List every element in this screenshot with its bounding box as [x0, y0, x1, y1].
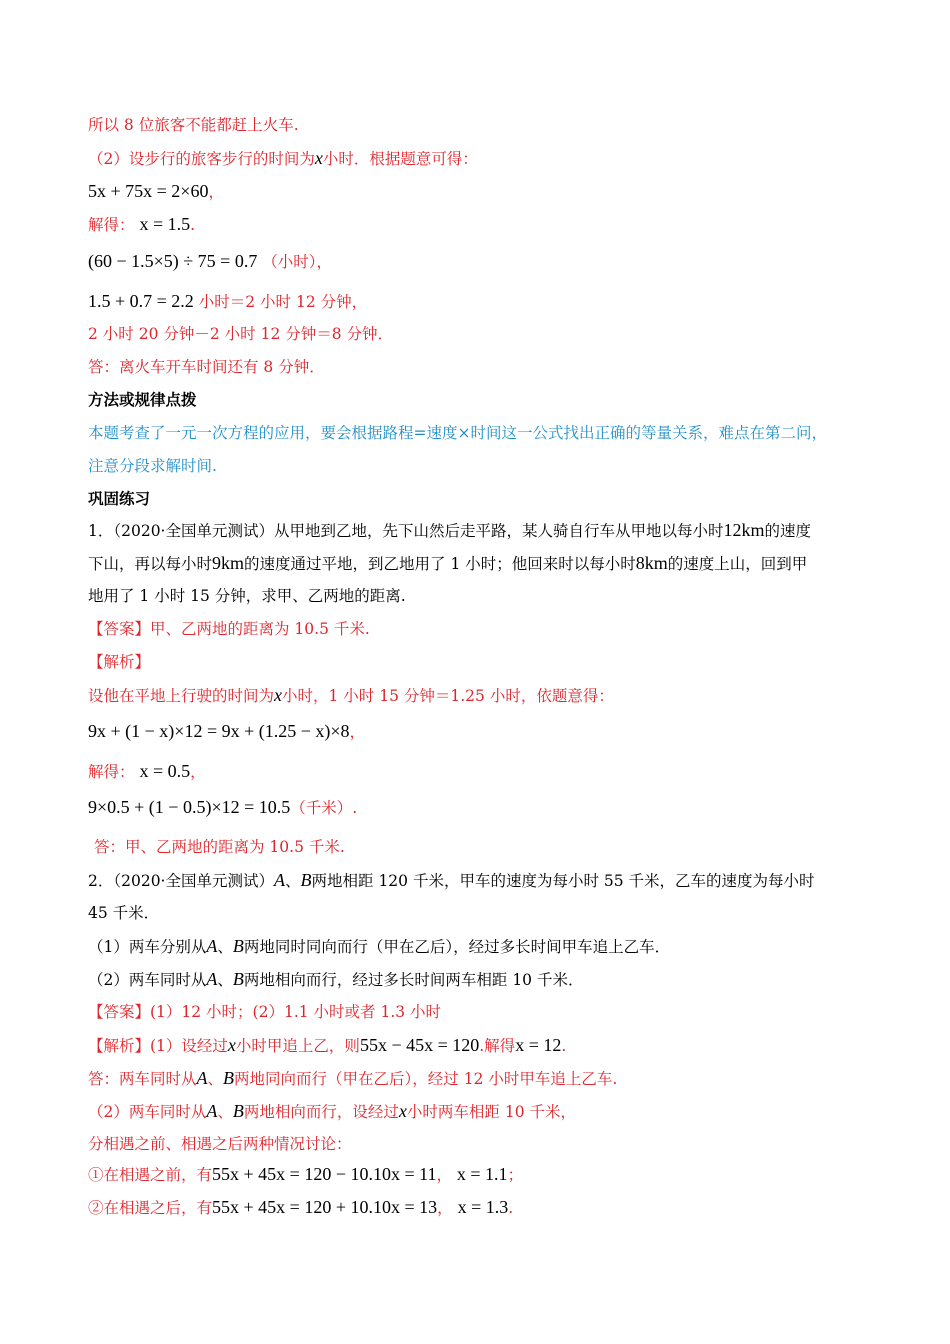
method-heading: 方法或规律点拨 — [88, 390, 197, 409]
practice-heading: 巩固练习 — [88, 489, 151, 508]
conclusion-line: 所以 8 位旅客不能都赶上火车. — [88, 116, 299, 134]
question-1-line-3: 地用了 1 小时 15 分钟，求甲、乙两地的距离. — [88, 587, 406, 605]
analysis-label-1: 【解析】 — [88, 653, 151, 671]
equation-6: 55x − 45x = 120 — [359, 1035, 480, 1055]
solution-4: x = 1.1 — [456, 1164, 508, 1184]
answer-label-2: 【答案】(1）12 小时；(2）1.1 小时或者 1.3 小时 — [88, 1003, 442, 1021]
case-before-meeting: ①在相遇之前，有55x + 45x = 120 − 10.10x = 11， x = 1.1； — [88, 1164, 524, 1184]
question-2-line-1: 2．（2020·全国单元测试）A、B两地相距 120 千米，甲车的速度为每小时 55 千米，乙车的速度为每小时 — [88, 870, 815, 890]
solution-line-1: 解得： x = 1.5. — [88, 214, 196, 234]
solution-line-2: 解得： x = 0.5， — [88, 761, 206, 781]
solution-5: x = 1.3 — [457, 1197, 509, 1217]
equation-line-2: (60 − 1.5×5) ÷ 75 = 0.7 （小时）， — [88, 251, 333, 271]
equation-4: 9x + (1 − x)×12 = 9x + (1.25 − x)×8 — [88, 721, 350, 741]
answer-line-3: 答：两车同时从A、B两地同向而行（甲在乙后），经过 12 小时甲车追上乙车. — [88, 1068, 618, 1088]
part2-setup: （2）设步行的旅客步行的时间为x小时．根据题意可得： — [88, 148, 478, 168]
question-2-line-2: 45 千米． — [88, 904, 160, 922]
question-2-part-1: （1）两车分别从A、B两地同时同向而行（甲在乙后），经过多长时间甲车追上乙车． — [88, 936, 671, 956]
question-1-line-2: 下山，再以每小时9km的速度通过平地，到乙地用了 1 小时；他回来时以每小时8km的速度上山，回到甲 — [88, 553, 808, 573]
analysis-part-2: （2）两车同时从A、B两地相向而行，设经过x小时两车相距 10 千米， — [88, 1101, 576, 1121]
equation-line-1: 5x + 75x = 2×60， — [88, 181, 224, 201]
answer-line-2: 答：甲、乙两地的距离为 10.5 千米. — [94, 838, 345, 856]
solution-2: x = 0.5 — [139, 761, 191, 781]
equation-2: (60 − 1.5×5) ÷ 75 = 0.7 — [88, 251, 258, 271]
equation-line-5: 9×0.5 + (1 − 0.5)×12 = 10.5（千米）. — [88, 797, 358, 817]
question-2-part-2: （2）两车同时从A、B两地相向而行，经过多长时间两车相距 10 千米． — [88, 969, 584, 989]
equation-7: 55x + 45x = 120 − 10.10x = 11 — [212, 1164, 437, 1184]
equation-3: 1.5 + 0.7 = 2.2 — [88, 291, 194, 311]
solution-1: x = 1.5 — [139, 214, 191, 234]
equation-line-4: 9x + (1 − x)×12 = 9x + (1.25 − x)×8， — [88, 721, 366, 741]
analysis-line-2: 【解析】(1）设经过x小时甲追上乙，则55x − 45x = 120.解得x = 12. — [88, 1035, 567, 1055]
equation-5: 9×0.5 + (1 − 0.5)×12 = 10.5 — [88, 797, 291, 817]
equation-8: 55x + 45x = 120 + 10.10x = 13 — [212, 1197, 438, 1217]
answer-line-1: 答：离火车开车时间还有 8 分钟． — [88, 358, 325, 376]
method-text-1: 本题考查了一元一次方程的应用，要会根据路程=速度×时间这一公式找出正确的等量关系，难点在第二问， — [88, 424, 827, 442]
method-text-2: 注意分段求解时间. — [88, 457, 217, 475]
solution-3: x = 12 — [515, 1035, 562, 1055]
equation-line-3: 1.5 + 0.7 = 2.2 小时＝2 小时 12 分钟， — [88, 291, 368, 311]
analysis-setup-1: 设他在平地上行驶的时间为x小时，1 小时 15 分钟＝1.25 小时，依题意得： — [88, 685, 614, 705]
case-intro: 分相遇之前、相遇之后两种情况讨论： — [88, 1135, 352, 1153]
question-1-line-1: 1．（2020·全国单元测试）从甲地到乙地，先下山然后走平路，某人骑自行车从甲地以每小时12km的速度 — [88, 520, 812, 540]
equation-1: 5x + 75x = 2×60 — [88, 181, 209, 201]
answer-label-1: 【答案】甲、乙两地的距离为 10.5 千米. — [88, 620, 370, 638]
case-after-meeting: ②在相遇之后，有55x + 45x = 120 + 10.10x = 13， x = 1.3. — [88, 1197, 514, 1217]
var-x: x — [314, 148, 323, 168]
time-difference-line: 2 小时 20 分钟－2 小时 12 分钟＝8 分钟． — [88, 325, 394, 343]
